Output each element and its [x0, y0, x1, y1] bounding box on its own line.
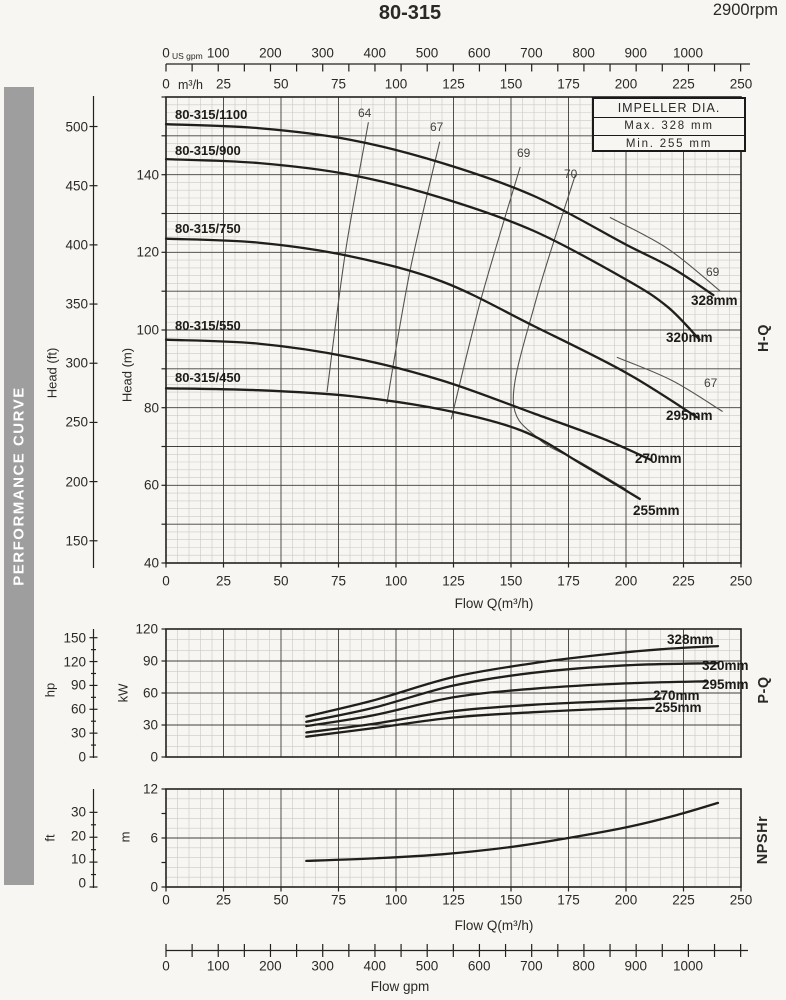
- bottom-gpm-axis-title: Flow gpm: [370, 979, 430, 994]
- hq-chart: [166, 97, 741, 563]
- pq-mm-label-270: 270mm: [653, 688, 700, 703]
- npsh-x-axis-title: Flow Q(m³/h): [454, 918, 534, 933]
- npsh-m-axis-title: m: [117, 831, 133, 843]
- impeller-dia-title: IMPELLER DIA.: [594, 99, 744, 118]
- top-m3h-axis-labels: 0 25 50 75 100 125 150 175 200 225 250: [162, 76, 753, 92]
- efficiency-label-67-right: 67: [704, 376, 718, 390]
- impeller-dia-max: Max. 328 mm: [594, 118, 744, 136]
- head-m-axis-labels: 140 120 100 80 60 40: [136, 167, 159, 571]
- impeller-dia-box: [592, 97, 746, 152]
- pq-mm-label-255: 255mm: [655, 700, 702, 715]
- pq-mm-label-320: 320mm: [702, 658, 749, 673]
- head-m-axis-title: Head (m): [119, 347, 135, 403]
- page-title: 80-315: [378, 2, 442, 24]
- efficiency-label-67: 67: [430, 120, 444, 134]
- head-ft-axis-title: Head (ft): [44, 347, 60, 399]
- kw-axis-labels: 120 90 60 30 0: [135, 621, 158, 765]
- hq-x-axis-title: Flow Q(m³/h): [454, 596, 534, 611]
- npsh-ft-axis-labels: 30 20 10 0: [70, 804, 86, 891]
- npsh-section-label: NPSHr: [755, 815, 771, 865]
- efficiency-label-69: 69: [517, 146, 531, 160]
- top-gpm-unit: US gpm: [172, 51, 203, 61]
- hq-section-label: H-Q: [756, 323, 772, 353]
- hq-mm-label-295: 295mm: [666, 408, 713, 423]
- hq-mm-label-255: 255mm: [633, 503, 680, 518]
- efficiency-label-64: 64: [358, 106, 372, 120]
- efficiency-label-69-right: 69: [706, 265, 720, 279]
- efficiency-label-70: 70: [564, 167, 578, 181]
- npsh-m-axis-labels: 12 6 0: [142, 781, 158, 895]
- hp-axis-title: hp: [42, 682, 58, 698]
- npsh-ft-axis-title: ft: [42, 834, 58, 842]
- rpm-label: 2900rpm: [712, 1, 778, 19]
- curve-label-450: 80-315/450: [175, 370, 241, 385]
- pq-mm-label-328: 328mm: [667, 632, 714, 647]
- top-gpm-axis-labels: 0 100 200 300 400 500 600 700 800 900 1000: [162, 45, 704, 61]
- curve-label-550: 80-315/550: [175, 318, 241, 333]
- impeller-dia-min: Min. 255 mm: [625, 138, 713, 150]
- hq-mm-label-328: 328mm: [691, 293, 738, 308]
- curve-label-750: 80-315/750: [175, 221, 241, 236]
- npsh-x-axis-labels: 0 25 50 75 100 125 150 175 200 225 250: [162, 892, 753, 908]
- bottom-gpm-axis-labels: 0 100 200 300 400 500 600 700 800 900 1000: [162, 958, 704, 974]
- head-ft-axis-labels: 500 450 400 350 300 250 200 150: [65, 119, 88, 549]
- top-m3h-unit: m³/h: [178, 78, 203, 92]
- hq-x-axis-labels: 0 25 50 75 100 125 150 175 200 225 250: [162, 573, 753, 589]
- pq-mm-label-295: 295mm: [702, 677, 749, 692]
- curve-label-900: 80-315/900: [175, 143, 241, 158]
- kw-axis-title: kW: [115, 683, 131, 703]
- hq-mm-label-320: 320mm: [666, 330, 713, 345]
- hq-mm-label-270: 270mm: [635, 451, 682, 466]
- curve-label-1100: 80-315/1100: [175, 107, 248, 122]
- hp-axis-labels: 150 120 90 60 30 0: [63, 630, 86, 765]
- npsh-chart: [166, 789, 741, 887]
- pq-section-label: P-Q: [756, 676, 772, 704]
- sidebar-label: PERFORMANCE CURVE: [10, 386, 28, 586]
